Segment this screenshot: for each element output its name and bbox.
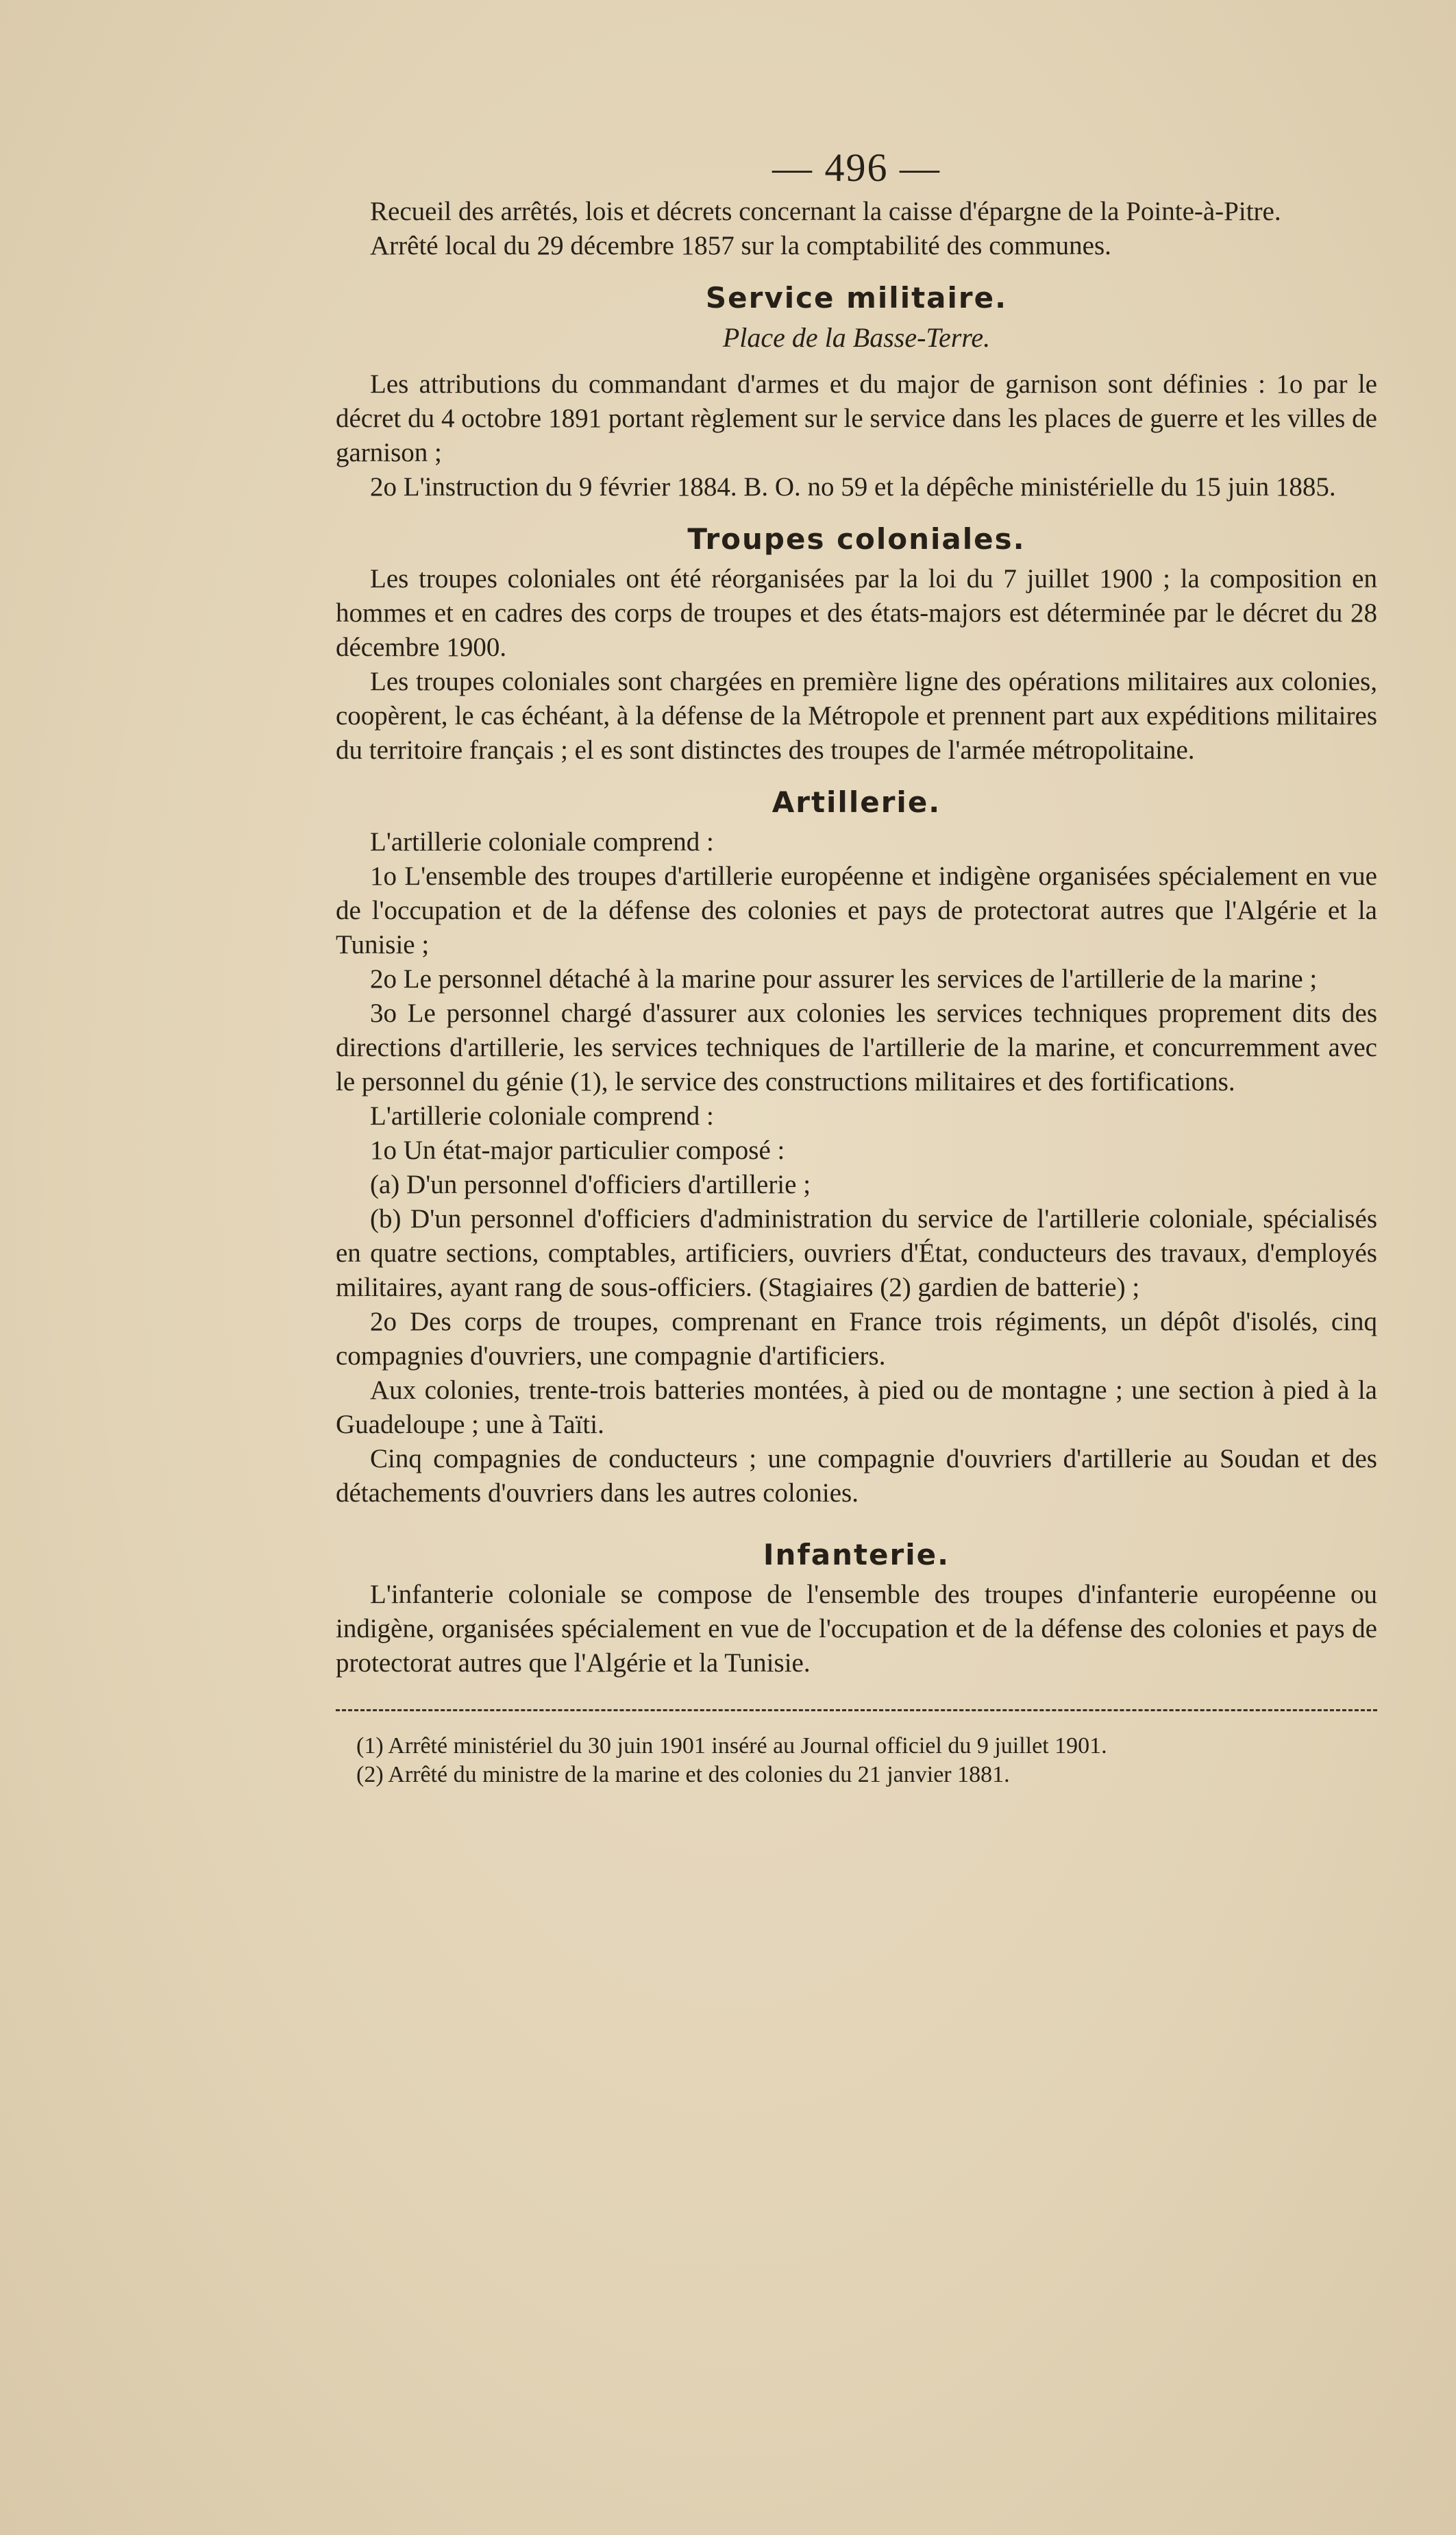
paragraph: L'artillerie coloniale comprend :	[370, 1101, 714, 1131]
paragraph: (a) D'un personnel d'officiers d'artillerie ;	[370, 1170, 811, 1199]
paragraph: Cinq compagnies de conducteurs ; une compagnie d'ouvriers d'artillerie au Soudan et des détachements d'ouvriers dans les autres colonies.	[336, 1444, 1377, 1508]
paragraph: L'infanterie coloniale se compose de l'ensemble des troupes d'infanterie européenne ou indigène, organisées spécialement en vue de l'occupation et de la défense des colonies et pays de protectorat autres que l'Algérie et la Tunisie.	[336, 1580, 1377, 1678]
paragraph: 1o Un état-major particulier composé :	[370, 1136, 785, 1165]
page-content	[336, 145, 1377, 1789]
paragraph: (b) D'un personnel d'officiers d'administration du service de l'artillerie coloniale, spécialisés en quatre sections, comptables, artificiers, ouvriers d'État, conducteurs des travaux, d'employés militaires, ayant rang de sous-officiers. (Stagiaires (2) gardien de batterie) ;	[336, 1204, 1377, 1302]
paragraph: 2o Le personnel détaché à la marine pour assurer les services de l'artillerie de la marine ;	[370, 964, 1318, 994]
footnote-1: (1) Arrêté ministériel du 30 juin 1901 inséré au Journal officiel du 9 juillet 1901.	[356, 1733, 1107, 1759]
section-heading-artillerie: Artillerie.	[772, 785, 941, 819]
paragraph: Les attributions du commandant d'armes et du major de garnison sont définies : 1o par le décret du 4 octobre 1891 portant règlement sur le service dans les places de guerre et les villes de garnison ;	[336, 369, 1377, 467]
paragraph: 1o L'ensemble des troupes d'artillerie européenne et indigène organisées spécialement en vue de l'occupation et de la défense des colonies et pays de protectorat autres que l'Algérie et la Tunisie ;	[336, 861, 1377, 959]
section-heading-service-militaire: Service militaire.	[705, 281, 1008, 315]
footnote-2: (2) Arrêté du ministre de la marine et des colonies du 21 janvier 1881.	[356, 1762, 1010, 1787]
paragraph: L'artillerie coloniale comprend :	[370, 827, 714, 857]
footnotes	[336, 1732, 1377, 1789]
paragraph: Recueil des arrêtés, lois et décrets concernant la caisse d'épargne de la Pointe-à-Pitre.	[370, 197, 1281, 226]
paragraph: 3o Le personnel chargé d'assurer aux colonies les services techniques proprement dits des directions d'artillerie, les services techniques de l'artillerie de la marine, et concurremment avec le personnel du génie (1), le service des constructions militaires et des fortifications.	[336, 999, 1377, 1097]
paragraph: Les troupes coloniales sont chargées en première ligne des opérations militaires aux colonies, coopèrent, le cas échéant, à la défense de la Métropole et prennent part aux expéditions militaires du territoire français ; el es sont distinctes des troupes de l'armée métropolitaine.	[336, 667, 1377, 765]
section-heading-troupes-coloniales: Troupes coloniales.	[687, 522, 1026, 556]
paragraph: 2o Des corps de troupes, comprenant en France trois régiments, un dépôt d'isolés, cinq compagnies d'ouvriers, une compagnie d'artificiers.	[336, 1307, 1377, 1371]
paragraph: Aux colonies, trente-trois batteries montées, à pied ou de montagne ; une section à pied à la Guadeloupe ; une à Taïti.	[336, 1375, 1377, 1439]
section-heading-infanterie: Infanterie.	[763, 1538, 950, 1571]
paragraph: Les troupes coloniales ont été réorganisées par la loi du 7 juillet 1900 ; la composition en hommes et en cadres des corps de troupes et des états-majors est déterminée par le décret du 28 décembre 1900.	[336, 564, 1377, 662]
footnote-divider	[336, 1709, 1377, 1711]
paragraph: 2o L'instruction du 9 février 1884. B. O. no 59 et la dépêche ministérielle du 15 juin 1885.	[370, 472, 1336, 502]
paragraph: Arrêté local du 29 décembre 1857 sur la comptabilité des communes.	[370, 231, 1111, 260]
page-number: — 496 —	[772, 145, 941, 190]
subheading-basse-terre: Place de la Basse-Terre.	[722, 322, 991, 353]
